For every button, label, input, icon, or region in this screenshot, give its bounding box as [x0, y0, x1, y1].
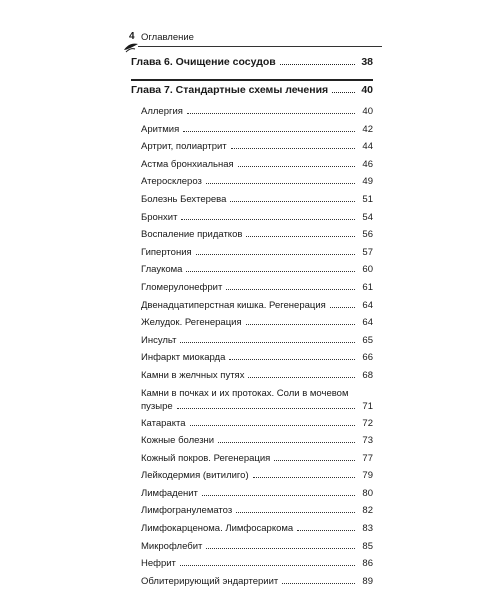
toc-entry[interactable]: [141, 505, 373, 523]
entry-page-number: 79: [362, 470, 373, 482]
toc-entry[interactable]: [141, 453, 373, 471]
toc-chapter-6[interactable]: [131, 56, 373, 80]
table-of-contents: [131, 56, 373, 593]
dot-leader: [282, 583, 355, 584]
dot-leader: [180, 342, 355, 343]
toc-entry[interactable]: [141, 352, 373, 370]
toc-entry[interactable]: [141, 388, 373, 418]
toc-entry[interactable]: [141, 124, 373, 142]
dot-leader: [202, 495, 355, 496]
entry-page-number: 66: [362, 352, 373, 364]
dot-leader: [330, 307, 355, 308]
toc-entry[interactable]: [141, 229, 373, 247]
entry-page-number: 42: [362, 123, 373, 135]
running-header: [122, 31, 382, 47]
entry-page-number: 86: [362, 558, 373, 570]
entry-page-number: 71: [362, 400, 373, 412]
chapter-page-number: 38: [361, 56, 373, 68]
entry-page-number: 51: [362, 193, 373, 205]
dot-leader: [332, 92, 355, 93]
entry-title: Инсульт: [141, 334, 177, 346]
dot-leader: [180, 565, 355, 566]
entry-title: Лимфогранулематоз: [141, 505, 233, 517]
toc-entry[interactable]: [141, 141, 373, 159]
chapter-page-number: 40: [361, 84, 373, 96]
entry-page-number: 44: [362, 141, 373, 153]
dot-leader: [177, 408, 355, 409]
entry-title: Воспаление придатков: [141, 229, 243, 241]
entry-title: Гипертония: [141, 246, 192, 258]
toc-entry[interactable]: [141, 523, 373, 541]
entry-title: Двенадцатиперстная кишка. Регенерация: [141, 299, 326, 311]
entry-page-number: 46: [362, 158, 373, 170]
dot-leader: [186, 271, 355, 272]
entry-page-number: 68: [362, 369, 373, 381]
chapter-title: Глава 6. Очищение сосудов: [131, 56, 276, 68]
dot-leader: [190, 425, 356, 426]
entry-title: Аллергия: [141, 106, 183, 117]
entry-page-number: 80: [362, 487, 373, 499]
dot-leader: [226, 289, 355, 290]
entry-title: Микрофлебит: [141, 540, 203, 552]
toc-entry[interactable]: [141, 159, 373, 177]
entry-page-number: 83: [362, 523, 373, 535]
dot-leader: [187, 113, 355, 114]
toc-entries: [131, 106, 373, 593]
dot-leader: [183, 131, 355, 132]
entry-title-line2: пузыре: [141, 400, 173, 412]
entry-page-number: 60: [362, 264, 373, 276]
entry-title: Желудок. Регенерация: [141, 317, 242, 329]
entry-page-number: 64: [362, 299, 373, 311]
entry-title-line1: Камни в почках и их протоках. Соли в мочевом: [141, 387, 349, 399]
toc-entry[interactable]: [141, 317, 373, 335]
entry-title: Инфаркт миокарда: [141, 352, 226, 364]
entry-page-number: 40: [362, 106, 373, 117]
entry-page-number: 65: [362, 334, 373, 346]
entry-page-number: 57: [362, 246, 373, 258]
entry-page-number: 72: [362, 417, 373, 429]
toc-entry[interactable]: [141, 541, 373, 559]
entry-title: Лейкодермия (витилиго): [141, 470, 249, 482]
header-rule: [138, 46, 382, 47]
toc-entry[interactable]: [141, 264, 373, 282]
dot-leader: [253, 477, 355, 478]
entry-title: Артрит, полиартрит: [141, 141, 227, 153]
toc-entry[interactable]: [141, 470, 373, 488]
entry-title: Кожный покров. Регенерация: [141, 452, 271, 464]
dot-leader: [218, 442, 355, 443]
entry-page-number: 56: [362, 229, 373, 241]
entry-title: Аритмия: [141, 123, 180, 135]
entry-page-number: 73: [362, 435, 373, 447]
dot-leader: [246, 236, 355, 237]
dot-leader: [230, 201, 355, 202]
toc-entry[interactable]: [141, 282, 373, 300]
running-title: Оглавление: [141, 32, 194, 43]
dot-leader: [248, 377, 355, 378]
entry-title: Бронхит: [141, 211, 178, 223]
entry-page-number: 89: [362, 575, 373, 587]
entry-title-line2-row: [141, 401, 373, 418]
entry-title: Лимфаденит: [141, 487, 198, 499]
toc-entry[interactable]: [141, 176, 373, 194]
entry-page-number: 54: [362, 211, 373, 223]
toc-entry[interactable]: [141, 435, 373, 453]
entry-title: Облитерирующий эндартериит: [141, 575, 279, 587]
dot-leader: [238, 166, 355, 167]
dot-leader: [280, 64, 355, 65]
entry-title: Лимфокарценома. Лимфосаркома: [141, 523, 294, 535]
dot-leader: [229, 359, 355, 360]
dot-leader: [196, 254, 355, 255]
entry-title: Болезнь Бехтерева: [141, 193, 227, 205]
dot-leader: [236, 512, 355, 513]
dot-leader: [274, 460, 355, 461]
dot-leader: [231, 148, 355, 149]
entry-page-number: 77: [362, 452, 373, 464]
toc-entry[interactable]: [141, 247, 373, 265]
entry-title: Камни в желчных путях: [141, 369, 245, 381]
toc-entry[interactable]: [141, 370, 373, 388]
entry-page-number: 64: [362, 317, 373, 329]
dot-leader: [206, 548, 355, 549]
entry-title: Атеросклероз: [141, 176, 202, 188]
dot-leader: [181, 219, 355, 220]
toc-chapter-7[interactable]: [131, 80, 373, 105]
toc-entry[interactable]: [141, 558, 373, 576]
entry-title: Астма бронхиальная: [141, 158, 234, 170]
entry-page-number: 85: [362, 540, 373, 552]
page-number: 4: [129, 31, 135, 42]
entry-page-number: 49: [362, 176, 373, 188]
toc-entry[interactable]: [141, 488, 373, 506]
toc-entry[interactable]: [141, 212, 373, 230]
dot-leader: [206, 183, 355, 184]
entry-page-number: 61: [362, 281, 373, 293]
toc-entry[interactable]: [141, 335, 373, 353]
dot-leader: [246, 324, 355, 325]
entry-title: Нефрит: [141, 558, 176, 570]
entry-page-number: 82: [362, 505, 373, 517]
chapter-title: Глава 7. Стандартные схемы лечения: [131, 84, 329, 96]
toc-entry[interactable]: [141, 576, 373, 593]
toc-entry[interactable]: [141, 106, 373, 124]
entry-title: Глаукома: [141, 264, 183, 276]
toc-entry[interactable]: [141, 300, 373, 318]
toc-entry[interactable]: [141, 194, 373, 212]
toc-entry[interactable]: [141, 418, 373, 436]
entry-title: Гломерулонефрит: [141, 281, 223, 293]
entry-title: Кожные болезни: [141, 435, 215, 447]
entry-title: Катаракта: [141, 417, 186, 429]
dot-leader: [297, 530, 355, 531]
